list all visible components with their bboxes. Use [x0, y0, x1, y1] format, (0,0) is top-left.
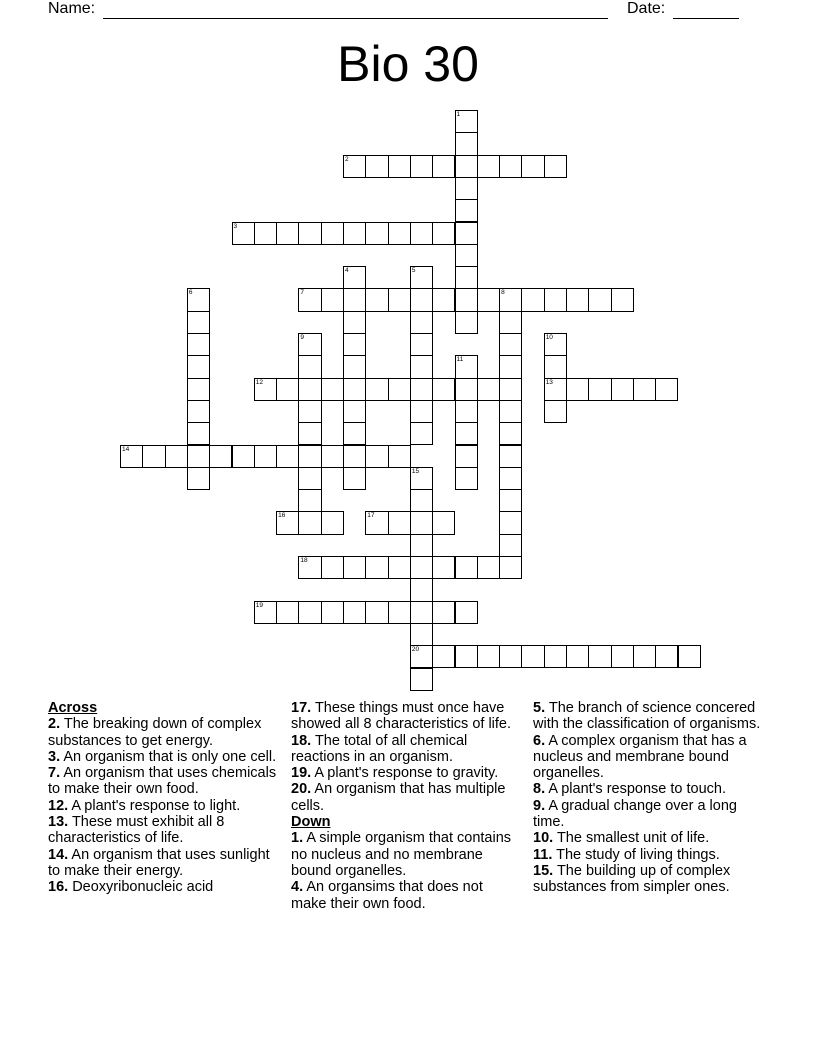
clue-item-text: The building up of complex substances from simpler ones.	[533, 862, 731, 896]
grid-cell[interactable]	[455, 378, 478, 401]
clue-item-number: 1.	[291, 830, 304, 847]
grid-cell[interactable]	[499, 288, 522, 311]
clue-item	[291, 879, 521, 912]
grid-cell[interactable]	[343, 378, 366, 401]
grid-cell[interactable]	[365, 556, 388, 579]
clue-item	[48, 716, 278, 749]
grid-cell[interactable]	[499, 422, 522, 445]
clue-number: 11	[456, 356, 464, 364]
clue-item-number: 11.	[533, 846, 553, 863]
grid-cell[interactable]	[455, 199, 478, 222]
clue-item-text: An organism that is only one cell.	[60, 748, 277, 765]
clue-item-text: An organism that uses sunlight to make their energy.	[48, 846, 270, 879]
grid-cell[interactable]	[499, 400, 522, 423]
grid-cell[interactable]	[611, 288, 634, 311]
clue-item-number: 4.	[291, 879, 304, 896]
grid-cell[interactable]	[477, 155, 500, 178]
grid-cell[interactable]	[410, 668, 433, 691]
grid-cell[interactable]	[298, 355, 321, 378]
grid-cell[interactable]	[410, 623, 433, 646]
grid-cell[interactable]	[455, 400, 478, 423]
clue-item	[533, 847, 763, 863]
grid-cell[interactable]	[566, 645, 589, 668]
grid-cell[interactable]	[432, 378, 455, 401]
clue-item-number: 19.	[291, 765, 312, 782]
grid-cell[interactable]	[521, 288, 544, 311]
grid-cell[interactable]	[343, 266, 366, 289]
grid-cell[interactable]	[276, 511, 299, 534]
clue-item-number: 10.	[533, 830, 554, 847]
clue-item	[48, 879, 278, 895]
grid-cell[interactable]	[187, 400, 210, 423]
grid-cell[interactable]	[588, 288, 611, 311]
clue-item-text: A plant's response to touch.	[545, 781, 727, 798]
clue-item-number: 9.	[533, 797, 546, 814]
grid-cell[interactable]	[298, 378, 321, 401]
grid-cell[interactable]	[321, 288, 344, 311]
grid-cell[interactable]	[388, 556, 411, 579]
grid-cell[interactable]	[232, 445, 255, 468]
grid-cell[interactable]	[187, 467, 210, 490]
clue-item-number: 3.	[48, 748, 61, 765]
grid-cell[interactable]	[455, 556, 478, 579]
grid-cell[interactable]	[655, 645, 678, 668]
grid-cell[interactable]	[566, 378, 589, 401]
grid-cell[interactable]	[388, 288, 411, 311]
clue-item	[291, 781, 521, 814]
clue-item-text: An organism that uses chemicals to make their own food.	[48, 765, 277, 798]
grid-cell[interactable]	[276, 378, 299, 401]
grid-cell[interactable]	[187, 333, 210, 356]
grid-cell[interactable]	[521, 645, 544, 668]
grid-cell[interactable]	[521, 155, 544, 178]
clue-item-number: 13.	[48, 814, 69, 831]
clue-item-number: 17.	[291, 700, 312, 716]
grid-cell[interactable]	[343, 467, 366, 490]
clue-item	[291, 733, 521, 766]
grid-cell[interactable]	[455, 288, 478, 311]
grid-cell[interactable]	[410, 311, 433, 334]
grid-cell[interactable]	[499, 556, 522, 579]
clue-item-text: The total of all chemical reactions in an organism.	[291, 732, 468, 765]
grid-cell[interactable]	[343, 556, 366, 579]
clue-item-text: The smallest unit of life.	[553, 830, 710, 847]
grid-cell[interactable]	[343, 445, 366, 468]
clue-item-number: 8.	[533, 781, 546, 798]
grid-cell[interactable]	[544, 355, 567, 378]
grid-cell[interactable]	[410, 378, 433, 401]
clue-item-text: A simple organism that contains no nucleus and no membrane bound organelles.	[291, 830, 512, 879]
clue-number: 8	[501, 289, 505, 297]
clue-item-text: The branch of science concered with the classification of organisms.	[533, 700, 761, 733]
clues-column-2	[291, 700, 521, 912]
grid-cell[interactable]	[365, 288, 388, 311]
grid-cell[interactable]	[455, 355, 478, 378]
grid-cell[interactable]	[321, 601, 344, 624]
grid-cell[interactable]	[388, 511, 411, 534]
clue-item	[291, 765, 521, 781]
grid-cell[interactable]	[343, 400, 366, 423]
clue-item	[48, 847, 278, 880]
clue-number: 5	[411, 267, 416, 275]
grid-cell[interactable]	[187, 378, 210, 401]
grid-cell[interactable]	[499, 467, 522, 490]
grid-cell[interactable]	[343, 422, 366, 445]
grid-cell[interactable]	[365, 155, 388, 178]
grid-cell[interactable]	[633, 645, 656, 668]
grid-cell[interactable]	[298, 445, 321, 468]
grid-cell[interactable]	[343, 155, 366, 178]
clue-item-text: Deoxyribonucleic acid	[68, 879, 214, 896]
grid-cell[interactable]	[298, 556, 321, 579]
grid-cell[interactable]	[388, 445, 411, 468]
grid-cell[interactable]	[232, 222, 255, 245]
clue-item	[48, 814, 278, 847]
clue-number: 15	[411, 467, 420, 475]
grid-cell[interactable]	[187, 288, 210, 311]
grid-cell[interactable]	[499, 645, 522, 668]
grid-cell[interactable]	[544, 400, 567, 423]
grid-cell[interactable]	[455, 311, 478, 334]
grid-cell[interactable]	[499, 155, 522, 178]
grid-cell[interactable]	[499, 355, 522, 378]
grid-cell[interactable]	[298, 400, 321, 423]
grid-cell[interactable]	[298, 333, 321, 356]
clue-number: 12	[255, 378, 264, 386]
clue-item-text: A plant's response to gravity.	[311, 765, 499, 782]
grid-cell[interactable]	[499, 333, 522, 356]
grid-cell[interactable]	[432, 556, 455, 579]
grid-cell[interactable]	[432, 601, 455, 624]
grid-cell[interactable]	[209, 445, 232, 468]
grid-cell[interactable]	[544, 155, 567, 178]
grid-cell[interactable]	[120, 445, 143, 468]
grid-cell[interactable]	[611, 645, 634, 668]
grid-cell[interactable]	[321, 378, 344, 401]
clue-item-number: 15.	[533, 862, 554, 879]
grid-cell[interactable]	[187, 311, 210, 334]
grid-cell[interactable]	[298, 511, 321, 534]
grid-cell[interactable]	[321, 222, 344, 245]
grid-cell[interactable]	[276, 601, 299, 624]
grid-cell[interactable]	[633, 378, 656, 401]
clue-item-text: The study of living things.	[552, 846, 720, 863]
clue-item	[48, 765, 278, 798]
grid-cell[interactable]	[365, 445, 388, 468]
grid-cell[interactable]	[298, 467, 321, 490]
grid-cell[interactable]	[343, 311, 366, 334]
grid-cell[interactable]	[455, 177, 478, 200]
grid-cell[interactable]	[499, 511, 522, 534]
clue-number: 1	[456, 111, 461, 118]
grid-cell[interactable]	[499, 489, 522, 512]
grid-cell[interactable]	[343, 333, 366, 356]
grid-cell[interactable]	[410, 333, 433, 356]
grid-cell[interactable]	[544, 288, 567, 311]
grid-cell[interactable]	[388, 155, 411, 178]
grid-cell[interactable]	[365, 511, 388, 534]
grid-cell[interactable]	[410, 489, 433, 512]
grid-cell[interactable]	[365, 378, 388, 401]
grid-cell[interactable]	[298, 601, 321, 624]
date-label: Date:	[627, 0, 666, 17]
clue-item-number: 5.	[533, 700, 546, 716]
grid-cell[interactable]	[410, 355, 433, 378]
grid-cell[interactable]	[410, 534, 433, 557]
clue-item-text: An organism that has multiple cells.	[291, 781, 506, 814]
grid-cell[interactable]	[410, 400, 433, 423]
grid-cell[interactable]	[410, 222, 433, 245]
grid-cell[interactable]	[410, 556, 433, 579]
clue-number: 3	[233, 222, 238, 230]
grid-cell[interactable]	[254, 445, 277, 468]
clue-item-number: 20.	[291, 781, 312, 798]
clue-number: 20	[411, 646, 420, 654]
grid-cell[interactable]	[477, 645, 500, 668]
grid-cell[interactable]	[455, 601, 478, 624]
grid-cell[interactable]	[455, 132, 478, 155]
grid-cell[interactable]	[455, 266, 478, 289]
grid-cell[interactable]	[410, 601, 433, 624]
clue-item-number: 14.	[48, 846, 69, 863]
clue-item	[533, 863, 763, 896]
clue-item	[48, 798, 278, 814]
clue-number: 6	[188, 289, 193, 297]
grid-cell[interactable]	[343, 288, 366, 311]
grid-cell[interactable]	[321, 556, 344, 579]
grid-cell[interactable]	[365, 222, 388, 245]
clue-number: 4	[345, 267, 349, 275]
grid-cell[interactable]	[455, 445, 478, 468]
clue-item-text: A gradual change over a long time.	[533, 797, 737, 831]
grid-cell[interactable]	[410, 266, 433, 289]
grid-cell[interactable]	[499, 445, 522, 468]
clue-item-text: A complex organism that has a nucleus and membrane bound organelles.	[533, 732, 747, 782]
grid-cell[interactable]	[410, 578, 433, 601]
clue-item	[291, 700, 521, 733]
grid-cell[interactable]	[142, 445, 165, 468]
clue-number: 9	[300, 334, 305, 341]
clue-number: 14	[122, 445, 130, 453]
clue-item-text: These things must once have showed all 8 characteristics of life.	[291, 700, 512, 733]
grid-cell[interactable]	[187, 355, 210, 378]
grid-cell[interactable]	[432, 222, 455, 245]
grid-cell[interactable]	[544, 333, 567, 356]
clue-number: 10	[545, 334, 553, 341]
grid-cell[interactable]	[455, 467, 478, 490]
grid-cell[interactable]	[455, 222, 478, 245]
grid-cell[interactable]	[566, 288, 589, 311]
grid-cell[interactable]	[365, 601, 388, 624]
clue-number: 16	[278, 512, 286, 520]
clue-item-text: The breaking down of complex substances to get energy.	[48, 716, 262, 749]
grid-cell[interactable]	[477, 556, 500, 579]
grid-cell[interactable]	[455, 244, 478, 267]
clue-number: 2	[345, 155, 349, 163]
clue-item	[291, 830, 521, 879]
clue-number: 7	[300, 289, 305, 297]
grid-cell[interactable]	[432, 645, 455, 668]
grid-cell[interactable]	[544, 378, 567, 401]
grid-cell[interactable]	[298, 288, 321, 311]
clue-heading-down: Down	[291, 814, 331, 831]
clue-number: 19	[255, 601, 264, 609]
grid-cell[interactable]	[410, 467, 433, 490]
clue-item-number: 6.	[533, 732, 546, 749]
grid-cell[interactable]	[254, 601, 277, 624]
clue-item	[533, 733, 763, 782]
grid-cell[interactable]	[499, 311, 522, 334]
grid-cell[interactable]	[321, 511, 344, 534]
grid-cell[interactable]	[477, 378, 500, 401]
page-title: Bio 30	[337, 36, 479, 92]
grid-cell[interactable]	[611, 378, 634, 401]
name-label: Name:	[48, 0, 96, 17]
grid-cell[interactable]	[655, 378, 678, 401]
grid-cell[interactable]	[588, 378, 611, 401]
grid-cell[interactable]	[499, 534, 522, 557]
grid-cell[interactable]	[455, 645, 478, 668]
grid-cell[interactable]	[187, 422, 210, 445]
clue-item-text: These must exhibit all 8 characteristics of life.	[48, 814, 225, 847]
clues-column-3	[533, 700, 763, 896]
clue-item-number: 12.	[48, 797, 69, 814]
grid-cell[interactable]	[432, 288, 455, 311]
clue-item	[48, 749, 278, 765]
clues-column-1	[48, 700, 278, 896]
grid-cell[interactable]	[410, 288, 433, 311]
clue-item	[533, 781, 763, 797]
grid-cell[interactable]	[499, 378, 522, 401]
grid-cell[interactable]	[678, 645, 701, 668]
grid-cell[interactable]	[343, 222, 366, 245]
clue-heading-across: Across	[48, 700, 98, 716]
grid-cell[interactable]	[477, 288, 500, 311]
clue-item	[533, 798, 763, 831]
grid-cell[interactable]	[343, 601, 366, 624]
clue-item	[533, 830, 763, 846]
grid-cell[interactable]	[410, 511, 433, 534]
grid-cell[interactable]	[298, 489, 321, 512]
clue-item-number: 7.	[48, 765, 61, 782]
grid-cell[interactable]	[321, 445, 344, 468]
grid-cell[interactable]	[388, 378, 411, 401]
clue-item-number: 2.	[48, 716, 61, 733]
clue-item-text: A plant's response to light.	[68, 797, 241, 814]
clue-item-number: 16.	[48, 879, 69, 896]
grid-cell[interactable]	[410, 155, 433, 178]
grid-cell[interactable]	[432, 511, 455, 534]
clue-item-text: An organsims that does not make their own food.	[291, 879, 483, 912]
grid-cell[interactable]	[544, 645, 567, 668]
grid-cell[interactable]	[165, 445, 188, 468]
clue-item-number: 18.	[291, 732, 312, 749]
grid-cell[interactable]	[254, 378, 277, 401]
clue-number: 18	[300, 557, 308, 564]
grid-cell[interactable]	[432, 155, 455, 178]
grid-cell[interactable]	[254, 222, 277, 245]
grid-cell[interactable]	[187, 445, 210, 468]
grid-cell[interactable]	[276, 445, 299, 468]
grid-cell[interactable]	[298, 422, 321, 445]
grid-cell[interactable]	[388, 601, 411, 624]
grid-cell[interactable]	[455, 422, 478, 445]
grid-cell[interactable]	[455, 155, 478, 178]
grid-cell[interactable]	[588, 645, 611, 668]
grid-cell[interactable]	[343, 355, 366, 378]
grid-cell[interactable]	[410, 645, 433, 668]
clue-number: 13	[545, 378, 553, 386]
grid-cell[interactable]	[276, 222, 299, 245]
grid-cell[interactable]	[388, 222, 411, 245]
clue-number: 17	[367, 512, 375, 520]
grid-cell[interactable]	[298, 222, 321, 245]
grid-cell[interactable]	[410, 422, 433, 445]
grid-cell[interactable]	[455, 110, 478, 133]
clue-item	[533, 700, 763, 733]
